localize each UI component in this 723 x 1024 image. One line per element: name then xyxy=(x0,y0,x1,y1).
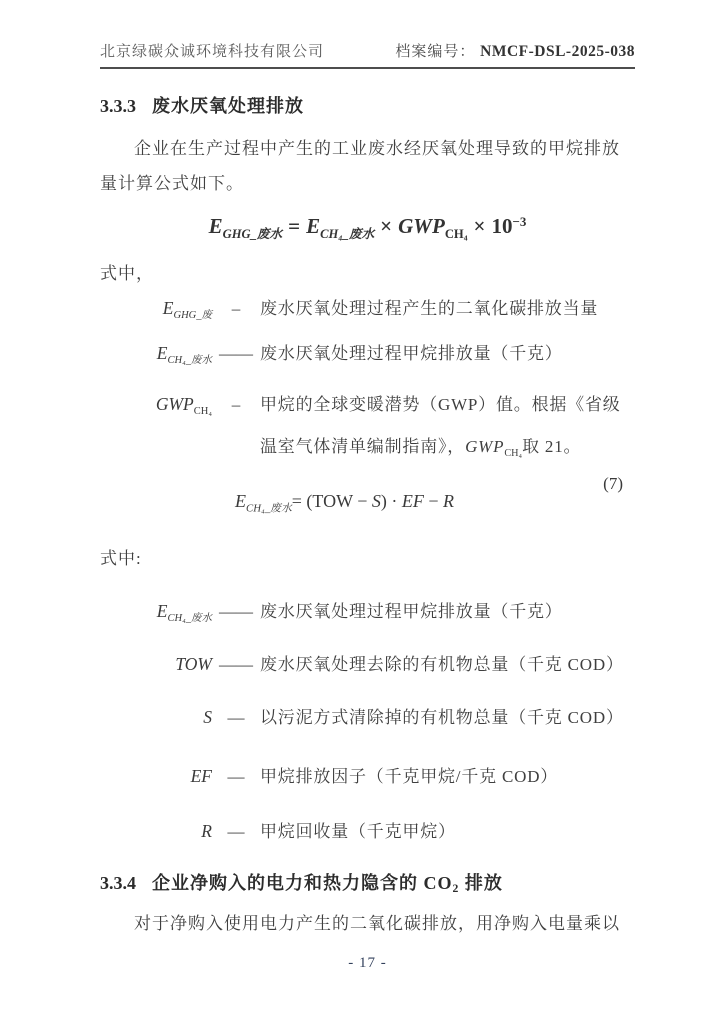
symbol-ech4-2 xyxy=(100,597,212,625)
f1-equals: = xyxy=(288,214,301,238)
company-name: 北京绿碳众诚环境科技有限公司 xyxy=(100,44,325,60)
symbol-gwp-sub: CH₄ xyxy=(193,406,212,418)
f7-close: ) · xyxy=(380,491,402,511)
symbol-ech4-sub: CH₄_废水 xyxy=(167,355,212,367)
section-title-334-post: 排放 xyxy=(459,873,503,893)
f1-E2-sub: CH₄_废水 xyxy=(320,227,375,242)
f1-ten: 10 xyxy=(491,214,513,238)
definition-text: 甲烷排放因子（千克甲烷/千克 COD） xyxy=(260,767,559,786)
intro-paragraph-line2: 量计算公式如下。 xyxy=(100,174,244,193)
symbol-ech4-base: E xyxy=(156,343,168,363)
f1-E2: E xyxy=(306,214,321,238)
definition-text-gwp xyxy=(260,384,635,468)
f1-GWP: GWP xyxy=(398,214,445,238)
definition-dash: — xyxy=(227,822,245,841)
definition-dash: — xyxy=(227,767,245,786)
definition-row-ef xyxy=(100,762,635,791)
formula-ch4-wastewater xyxy=(235,486,454,516)
gwp-inline-symbol xyxy=(465,437,523,460)
section-title-334 xyxy=(152,873,503,893)
definition-text: 以污泥方式清除掉的有机物总量（千克 COD） xyxy=(260,708,624,727)
where-label-2: 式中: xyxy=(100,549,142,568)
gwp-desc-line2-pre: 温室气体清单编制指南》， xyxy=(260,437,466,456)
symbol-gwp xyxy=(100,390,212,418)
symbol-gwp-base: GWP xyxy=(155,394,194,414)
section-heading-334 xyxy=(100,870,635,896)
definition-dash: – xyxy=(231,299,241,318)
archive-number-value: NMCF-DSL-2025-038 xyxy=(480,43,635,60)
section-title-334-pre: 企业净购入的电力和热力隐含的 CO xyxy=(152,873,453,893)
section-334-paragraph-line1: 对于净购入使用电力产生的二氧化碳排放，用净购入电量乘以 xyxy=(134,914,620,933)
section-number-334: 3.3.4 xyxy=(100,873,136,893)
definition-row-s xyxy=(100,703,635,732)
symbol-ech4 xyxy=(100,339,212,367)
symbol-eghg-sub: GHG_废 xyxy=(173,310,212,322)
equation-number: (7) xyxy=(603,474,623,493)
symbol-ech4-2-sub: CH₄_废水 xyxy=(167,613,212,625)
f1-E1: E xyxy=(208,214,223,238)
formula-ch4-wastewater-block xyxy=(100,474,635,520)
symbol-eghg xyxy=(100,294,212,322)
f7-minus: − xyxy=(423,491,444,511)
definition-text: 甲烷回收量（千克甲烷） xyxy=(260,822,456,841)
definition-row-eghg xyxy=(100,294,635,323)
f1-GWP-sub: CH₄ xyxy=(444,227,468,242)
intro-paragraph-line1: 企业在生产过程中产生的工业废水经厌氧处理导致的甲烷排放 xyxy=(134,139,620,158)
definition-dash: – xyxy=(231,395,241,414)
co2-subscript: 2 xyxy=(452,881,460,895)
f1-times1: × xyxy=(380,214,393,238)
f7-S: S xyxy=(371,491,381,511)
gwp-inline-sub: CH₄ xyxy=(504,448,523,460)
f7-E: E xyxy=(235,491,246,511)
symbol-eghg-base: E xyxy=(162,298,174,318)
gwp-inline-base: GWP xyxy=(465,437,505,456)
f7-E-sub: CH₄_废水 xyxy=(246,502,292,515)
definition-text: 废水厌氧处理过程甲烷排放量（千克） xyxy=(260,602,563,621)
f1-E1-sub: GHG_废水 xyxy=(222,227,283,242)
symbol-ech4-2-base: E xyxy=(156,601,168,621)
definition-text: 废水厌氧处理去除的有机物总量（千克 COD） xyxy=(260,655,624,674)
definition-text: 废水厌氧处理过程产生的二氧化碳排放当量 xyxy=(260,299,599,318)
definition-text: 废水厌氧处理过程甲烷排放量（千克） xyxy=(260,344,563,363)
where-label-1: 式中， xyxy=(100,264,154,283)
definition-row-tow xyxy=(100,650,635,679)
f7-EF: EF xyxy=(401,491,424,511)
archive-number xyxy=(395,40,635,61)
gwp-desc-line2 xyxy=(260,426,635,468)
page-number: - 17 - xyxy=(348,955,387,971)
symbol-s: S xyxy=(203,707,212,727)
definition-dash: — xyxy=(227,708,245,727)
section-334-paragraph xyxy=(100,906,635,941)
definition-dash: —— xyxy=(219,602,253,621)
page-header xyxy=(100,40,635,69)
definition-row-gwp xyxy=(100,384,635,468)
f1-exponent: −3 xyxy=(512,213,527,229)
definition-dash: —— xyxy=(219,344,253,363)
definition-row-r xyxy=(100,817,635,846)
symbol-r: R xyxy=(201,821,212,841)
formula-ghg-wastewater xyxy=(100,205,635,247)
f1-times2: × xyxy=(473,214,486,238)
f7-R: R xyxy=(443,491,455,511)
archive-number-label: 档案编号： xyxy=(395,44,476,60)
definition-row-ech4-2 xyxy=(100,597,635,626)
gwp-desc-line1: 甲烷的全球变暖潜势（GWP）值。根据《省级 xyxy=(260,395,621,414)
f7-eq-open: = (TOW − xyxy=(291,491,372,511)
definition-row-ech4 xyxy=(100,339,635,368)
gwp-desc-line2-post: 取 21。 xyxy=(522,437,582,456)
symbol-ef: EF xyxy=(190,766,212,786)
symbol-tow: TOW xyxy=(175,654,212,674)
intro-paragraph xyxy=(100,131,635,201)
section-title-333: 废水厌氧处理排放 xyxy=(152,96,304,116)
section-number-333: 3.3.3 xyxy=(100,96,136,116)
definition-dash: —— xyxy=(219,655,253,674)
section-heading-333 xyxy=(100,93,635,119)
